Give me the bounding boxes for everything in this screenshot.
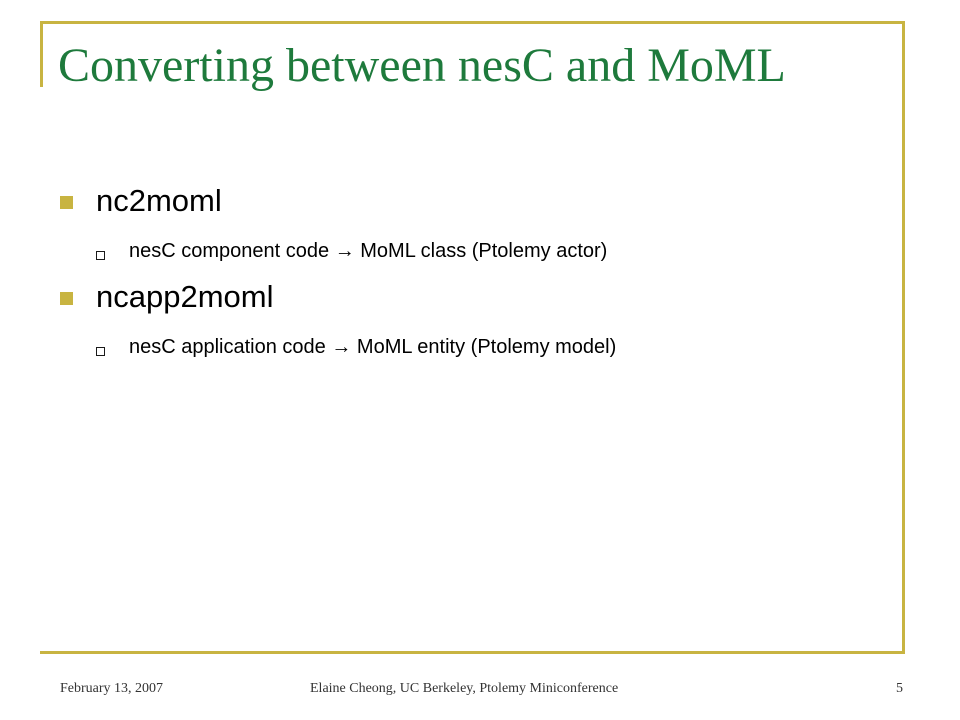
sub-bullet-hollow-square-icon <box>96 347 105 356</box>
sub-bullet-text-after: MoML class (Ptolemy actor) <box>354 240 608 262</box>
frame-right-line <box>902 21 905 651</box>
frame-left-line <box>40 21 43 87</box>
footer-author: Elaine Cheong, UC Berkeley, Ptolemy Miniconference <box>310 681 619 696</box>
right-arrow-icon: → <box>334 240 355 262</box>
sub-bullet-nc2moml-description <box>129 238 607 264</box>
sub-bullet-hollow-square-icon <box>96 251 105 260</box>
frame-top-line <box>40 21 905 24</box>
sub-bullet-ncapp2moml-description <box>129 334 616 360</box>
bullet-square-icon <box>60 292 73 305</box>
footer-page-number: 5 <box>896 681 903 696</box>
sub-bullet-text-before: nesC application code <box>129 336 332 358</box>
bullet-square-icon <box>60 196 73 209</box>
sub-bullet-text-before: nesC component code <box>129 240 335 262</box>
bullet-ncapp2moml: ncapp2moml <box>96 279 274 314</box>
bullet-nc2moml: nc2moml <box>96 183 222 218</box>
sub-bullet-text-after: MoML entity (Ptolemy model) <box>351 336 617 358</box>
right-arrow-icon: → <box>331 336 352 358</box>
frame-bottom-line <box>40 651 905 654</box>
slide-title: Converting between nesC and MoML <box>58 39 786 92</box>
footer-date: February 13, 2007 <box>60 681 164 696</box>
